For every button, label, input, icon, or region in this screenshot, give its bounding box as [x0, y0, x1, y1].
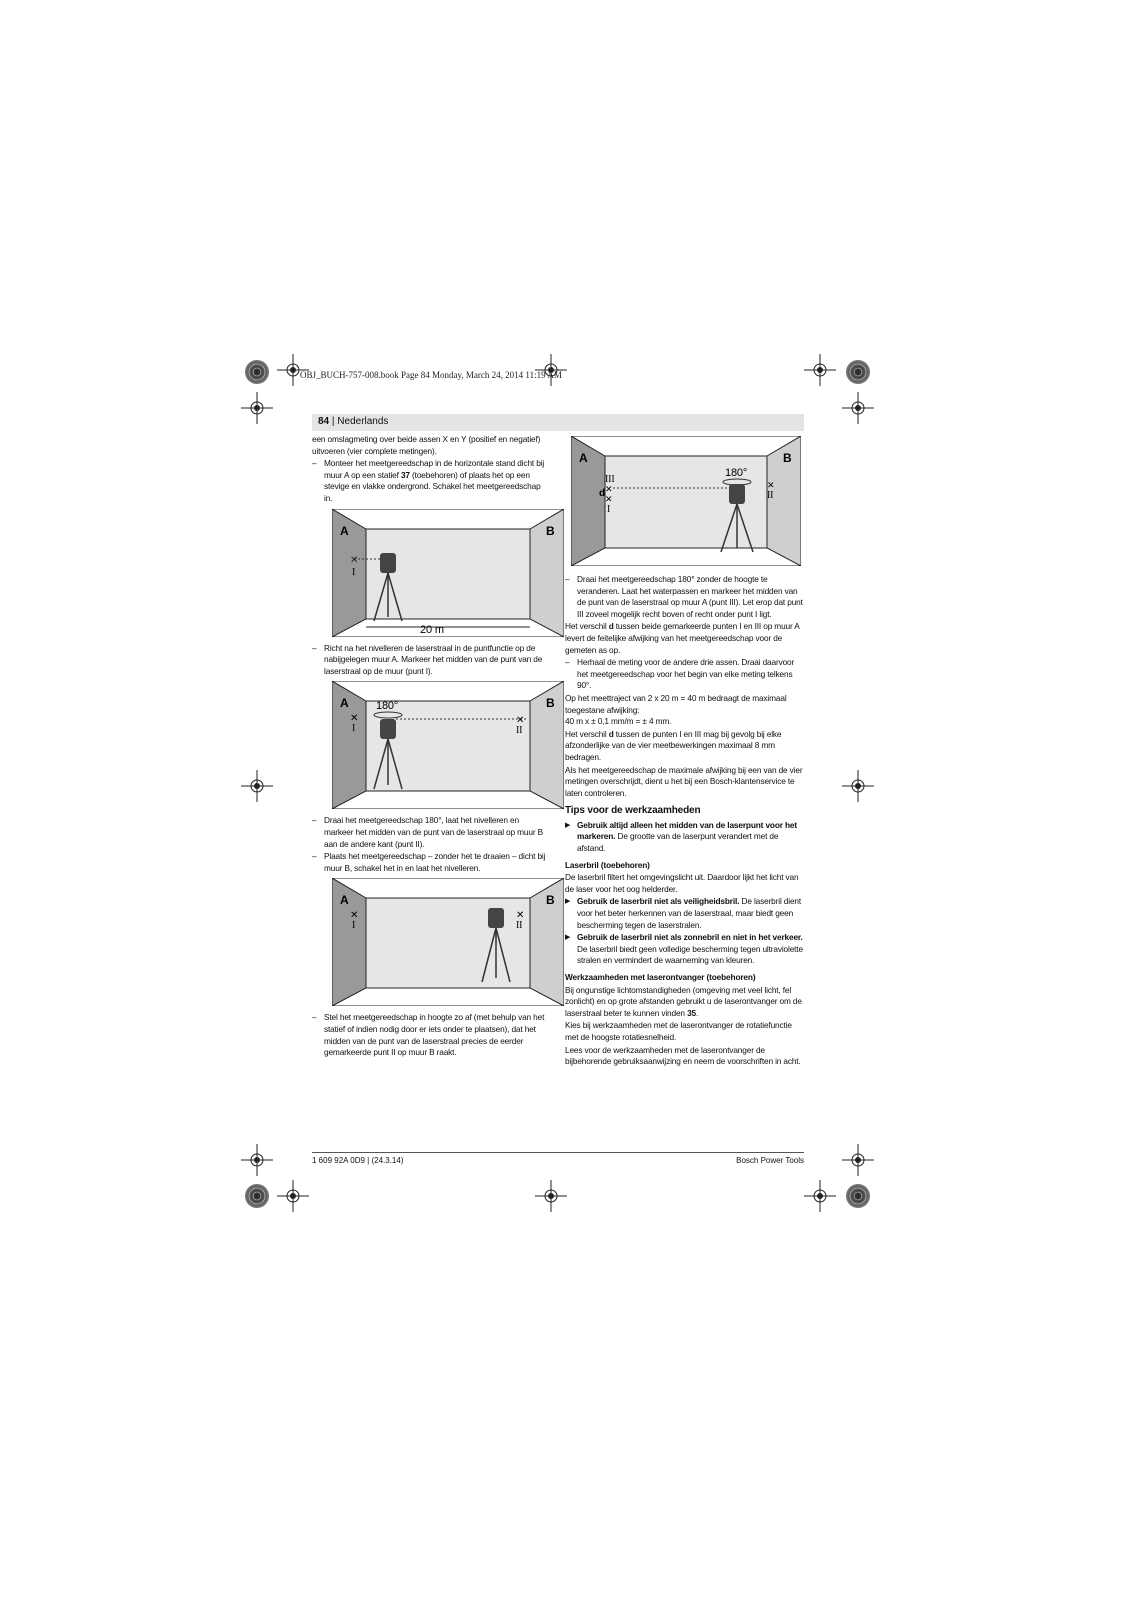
- intro-paragraph: een omslagmeting over beide assen X en Y (positief en negatief) uitvoeren (vier complete metingen).: [312, 434, 541, 456]
- wall-b-label: B: [546, 523, 555, 538]
- laser-device-icon: [380, 553, 396, 573]
- laser-receiver-paragraph: Bij ongunstige lichtomstandigheden (omgeving met veel licht, fel zonlicht) en op grote afstanden gebruikt u de laserontvanger om de laserstraal beter te kunnen vinden 35.: [565, 984, 802, 1018]
- figure-2: [332, 681, 564, 809]
- wall-a-label: A: [340, 696, 349, 711]
- laser-mark-icon: ✕: [516, 910, 525, 922]
- figure-4: [571, 436, 801, 566]
- footer-rule: [312, 1152, 804, 1153]
- page-number: 84: [318, 416, 330, 427]
- tips-heading: Tips voor de werkzaamheden: [565, 805, 701, 817]
- laser-mark-icon: ✕: [605, 494, 613, 504]
- step-rotate: – Draai het meetgereedschap 180°, laat het nivelleren en markeer het midden van de punt van de laserstraal op muur B aan de andere kant (punt II).: [312, 815, 548, 850]
- tip-not-safety-glasses: ▶ Gebruik de laserbril niet als veiligheidsbril. De laserbril dient voor het beter herkennen van de laserstraal, maar biedt geen bescherming tegen de laserstralen.: [565, 896, 803, 931]
- point-2-label: II: [767, 490, 774, 501]
- laser-mark-icon: ✕: [350, 910, 359, 922]
- laser-device-icon: [488, 908, 504, 928]
- laser-device-icon: [380, 719, 396, 739]
- laser-mark-icon: ✕: [767, 480, 775, 490]
- wall-a-label: A: [340, 523, 349, 538]
- step-height: – Stel het meetgereedschap in hoogte zo af (met behulp van het statief of indien nodig door er iets onder te plaatsen), dat het midden van de punt van de laserstraal precies de eerder gemarkeerde punt II op muur B raakt.: [312, 1012, 548, 1058]
- left-column: [312, 434, 555, 1060]
- point-3-label: III: [605, 474, 615, 485]
- footer-doc-id: 1 609 92A 0D9 | (24.3.14): [312, 1156, 404, 1165]
- wall-b-label: B: [546, 696, 555, 711]
- step-place: – Plaats het meetgereedschap – zonder het te draaien – dicht bij muur B, schakel het in en laat het nivelleren.: [312, 851, 548, 874]
- point-1-label: I: [352, 566, 356, 578]
- tip-not-sunglasses: ▶ Gebruik de laserbril niet als zonnebril en niet in het verkeer. De laserbril biedt geen volledige bescherming tegen ultraviolette stralen en vermindert de waarneming van kleuren.: [565, 932, 803, 967]
- point-1-label: I: [607, 504, 611, 515]
- difference-limit-paragraph: Het verschil d tussen de punten I en III mag bij gevolg bij elke afzonderlijke van de vier meetbewerkingen maximaal 8 mm bedragen.: [565, 728, 782, 762]
- tip-laser-center: ▶ Gebruik altijd alleen het midden van de laserpunt voor het markeren. De grootte van de laserpunt verandert met de afstand.: [565, 820, 803, 855]
- rotation-mode-paragraph: Kies bij werkzaamheden met de laserontvanger de rotatiefunctie met de hoogste rotatiesnelheid.: [565, 1020, 792, 1042]
- read-manual-paragraph: Lees voor de werkzaamheden met de laserontvanger de bijbehorende gebruiksaanwijzing en neem de voorschriften in acht.: [565, 1044, 801, 1067]
- rotation-label: 180°: [725, 467, 748, 479]
- difference-paragraph: Het verschil d tussen beide gemarkeerde punten I en III op muur A levert de feitelijke afwijking van het meetgereedschap voor de gemeten as op.: [565, 621, 800, 655]
- step-mount: – Monteer het meetgereedschap in de horizontale stand dicht bij muur A op een statief 37 (toebehoren) of plaats het op een stevige en vlakke ondergrond. Schakel het meetgereedschap in.: [312, 458, 548, 504]
- footer-brand: Bosch Power Tools: [736, 1156, 804, 1165]
- wall-b-label: B: [783, 451, 792, 465]
- distance-label: 20 m: [420, 623, 444, 636]
- laser-glasses-paragraph: De laserbril filtert het omgevingslicht uit. Daardoor lijkt het licht van de laser voor het oog helderder.: [565, 872, 799, 894]
- laser-receiver-heading: Werkzaamheden met laserontvanger (toebehoren): [565, 972, 756, 982]
- deviation-label: d: [599, 488, 605, 499]
- point-2-label: II: [516, 920, 523, 932]
- section-name: Nederlands: [337, 416, 389, 427]
- laser-device-icon: [729, 484, 745, 504]
- rotation-label: 180°: [376, 700, 399, 713]
- laser-mark-icon: ✕: [350, 554, 359, 566]
- laser-mark-icon: ✕: [605, 484, 613, 494]
- exceed-paragraph: Als het meetgereedschap de maximale afwijking bij een van de vier metingen overschrijdt, dient u het bij een Bosch-klantenservice te laten controleren.: [565, 764, 803, 798]
- point-1-label: I: [352, 723, 356, 735]
- print-header: OBJ_BUCH-757-008.book Page 84 Monday, March 24, 2014 11:19 AM: [300, 370, 562, 380]
- wall-a-label: A: [340, 893, 349, 908]
- laser-mark-icon: ✕: [350, 713, 359, 725]
- figure-1: [332, 509, 564, 637]
- point-2-label: II: [516, 725, 523, 737]
- formula-line: 40 m x ± 0,1 mm/m = ± 4 mm.: [565, 716, 672, 727]
- max-deviation-paragraph: Op het meettraject van 2 x 20 m = 40 m bedraagt de maximaal toegestane afwijking:: [565, 692, 787, 715]
- wall-a-label: A: [579, 451, 588, 465]
- wall-b-label: B: [546, 893, 555, 908]
- step-aim: – Richt na het nivelleren de laserstraal in de puntfunctie op de nabijgelegen muur A. Markeer het midden van de punt van de laserstraal op de muur (punt I).: [312, 643, 548, 678]
- page-header: 84 | Nederlands: [318, 416, 389, 427]
- laser-glasses-heading: Laserbril (toebehoren): [565, 859, 650, 870]
- figure-3: [332, 878, 564, 1006]
- right-column: [565, 434, 803, 1069]
- laser-mark-icon: ✕: [516, 715, 525, 727]
- point-1-label: I: [352, 920, 356, 932]
- step-rotate-back: – Draai het meetgereedschap 180° zonder de hoogte te veranderen. Laat het waterpassen en markeer het midden van de punt van de laserstraal op muur A (punt III). Let erop dat punt III zoveel mogelijk recht boven of recht onder punt I ligt.: [565, 574, 803, 620]
- step-repeat: – Herhaal de meting voor de andere drie assen. Draai daarvoor het meetgereedschap voor het begin van elke meting telkens 90°.: [565, 657, 803, 692]
